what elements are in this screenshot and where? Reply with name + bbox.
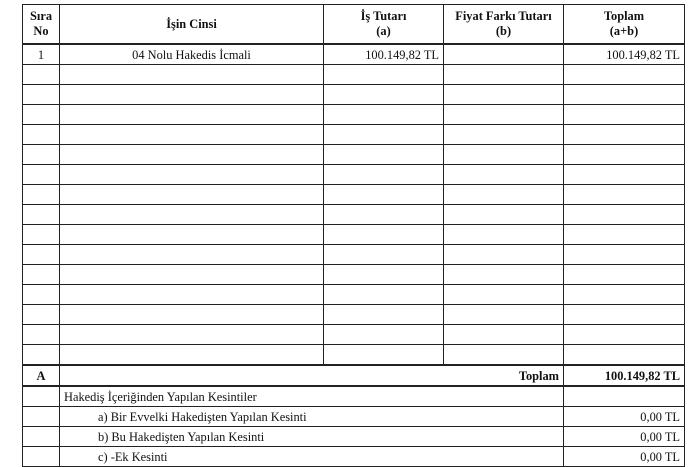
empty-row	[23, 145, 685, 165]
empty-row	[23, 65, 685, 85]
hakedis-table	[22, 4, 685, 467]
col-header-toplam	[564, 5, 685, 45]
col-header-toplam-sub: (a+b)	[609, 24, 639, 38]
deductions-title-row	[23, 386, 685, 407]
cell-fiyat-farki	[444, 44, 564, 65]
header-row	[23, 5, 685, 45]
deduction-value: 0,00 TL	[564, 447, 685, 467]
cell-no: 1	[23, 44, 60, 65]
col-header-sira: Sıra	[29, 9, 53, 23]
deduction-label: b) Bu Hakedişten Yapılan Kesinti	[60, 427, 564, 447]
deduction-label: c) -Ek Kesinti	[60, 447, 564, 467]
empty-row	[23, 265, 685, 285]
col-header-sira-no	[23, 5, 60, 45]
cell-toplam: 100.149,82 TL	[564, 44, 685, 65]
empty-row	[23, 105, 685, 125]
empty-row	[23, 245, 685, 265]
col-header-isin-cinsi: İşin Cinsi	[60, 5, 324, 45]
empty-row	[23, 125, 685, 145]
empty-row	[23, 325, 685, 345]
col-header-toplam-label: Toplam	[603, 9, 645, 23]
empty-row	[23, 85, 685, 105]
deduction-row	[23, 407, 685, 427]
deduction-value: 0,00 TL	[564, 407, 685, 427]
empty-row	[23, 205, 685, 225]
summary-value: 100.149,82 TL	[564, 365, 685, 386]
deduction-value: 0,00 TL	[564, 427, 685, 447]
col-header-is-tutari-label: İş Tutarı	[360, 9, 407, 23]
col-header-no: No	[33, 24, 49, 38]
cell-is-tutari: 100.149,82 TL	[324, 44, 444, 65]
deductions-title: Hakediş İçeriğinden Yapılan Kesintiler	[60, 386, 564, 407]
col-header-fiyat-farki-label: Fiyat Farkı Tutarı	[455, 9, 552, 23]
empty-row	[23, 345, 685, 366]
deduction-row	[23, 447, 685, 467]
col-header-fiyat-farki	[444, 5, 564, 45]
table-row	[23, 44, 685, 65]
summary-label: Toplam	[60, 365, 564, 386]
deduction-label: a) Bir Evvelki Hakedişten Yapılan Kesinti	[60, 407, 564, 427]
empty-row	[23, 225, 685, 245]
summary-row	[23, 365, 685, 386]
col-header-is-tutari	[324, 5, 444, 45]
empty-row	[23, 285, 685, 305]
empty-row	[23, 305, 685, 325]
col-header-fiyat-farki-sub: (b)	[495, 24, 512, 38]
cell-isin-cinsi: 04 Nolu Hakedis İcmali	[60, 44, 324, 65]
empty-row	[23, 185, 685, 205]
deduction-row	[23, 427, 685, 447]
summary-code: A	[23, 365, 60, 386]
col-header-is-tutari-sub: (a)	[376, 24, 391, 38]
empty-row	[23, 165, 685, 185]
